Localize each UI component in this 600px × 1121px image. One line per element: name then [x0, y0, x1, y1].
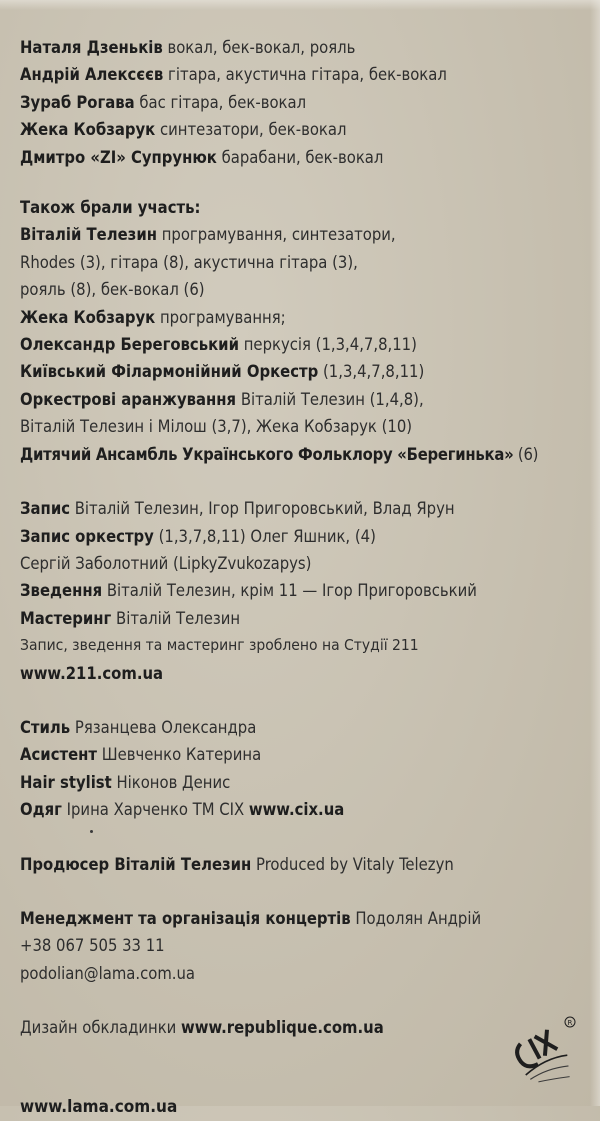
credit-line: Hair stylist Ніконов Денис	[20, 772, 231, 792]
scan-edge-top	[0, 0, 600, 10]
band-member: Зураб Рогава бас гітара, бек-вокал	[20, 92, 307, 112]
style-credits	[20, 714, 590, 824]
credit-line: Сергій Заболотний (LipkyZvukozapys)	[20, 553, 312, 573]
credit-line: Зведення Віталій Телезин, крім 11 — Ігор Пригоровський	[20, 581, 477, 601]
credit-line: рояль (8), бек-вокал (6)	[20, 280, 205, 300]
republique-link[interactable]: www.republique.com.ua	[181, 1018, 384, 1038]
credit-line: Запис оркестру (1,3,7,8,11) Олег Яшник, (4)	[20, 526, 376, 546]
credit-line: Rhodes (3), гітара (8), акустична гітара (3),	[20, 252, 358, 272]
band-member: Наталя Дзеньків вокал, бек-вокал, рояль	[20, 38, 356, 57]
cix-logo	[498, 1008, 590, 1100]
credit-line: Менеджмент та організація концертів Подолян Андрій	[20, 908, 482, 928]
guests-heading: Також брали участь:	[20, 198, 201, 218]
credit-line: Олександр Береговський перкусія (1,3,4,7,8,11)	[20, 335, 417, 355]
label-site-link[interactable]: www.lama.com.ua	[20, 1096, 178, 1117]
credit-line: Дитячий Ансамбль Українського Фольклору «Берегинька» (6)	[20, 444, 539, 464]
band-member: Жека Кобзарук синтезатори, бек-вокал	[20, 120, 347, 140]
credit-line: Віталій Телезин програмування, синтезатори,	[20, 225, 396, 245]
scan-edge-right	[590, 0, 600, 1106]
phone-number[interactable]: +38 067 505 33 11	[20, 936, 165, 956]
recording-credits	[20, 495, 590, 687]
management-credits	[20, 905, 590, 987]
credit-line: Київський Філармонійний Оркестр (1,3,4,7,8,11)	[20, 362, 425, 382]
credit-line: Запис Віталій Телезин, Ігор Пригоровський, Влад Ярун	[20, 499, 455, 519]
cix-link[interactable]: www.cix.ua	[248, 800, 345, 820]
credit-line: Асистент Шевченко Катерина	[20, 745, 262, 765]
producer-credit: Продюсер Віталій Телезин Produced by Vitaly Telezyn	[20, 854, 454, 874]
credit-line: Віталій Телезин і Мілош (3,7), Жека Кобзарук (10)	[20, 417, 413, 437]
band-member: Дмитро «ZI» Супрунюк барабани, бек-вокал	[20, 147, 384, 167]
cix-logo-mark	[498, 1008, 590, 1100]
guest-credits	[20, 194, 590, 468]
credit-line: Стиль Рязанцева Олександра	[20, 717, 257, 737]
credit-line: Оркестрові аранжування Віталій Телезин (1,4,8),	[20, 389, 424, 409]
credit-line: Мастеринг Віталій Телезин	[20, 608, 241, 628]
svg-text:R: R	[567, 1019, 573, 1027]
band-member: Андрій Алексєєв гітара, акустична гітара, бек-вокал	[20, 65, 447, 85]
email-address[interactable]: podolian@lama.com.ua	[20, 963, 196, 983]
design-credit: Дизайн обкладинки www.republique.com.ua	[20, 1018, 384, 1038]
credits-text	[20, 34, 590, 1121]
band-members	[20, 34, 590, 171]
credit-line: Одяг Ірина Харченко ТМ CIX www.cix.ua	[20, 800, 345, 820]
credit-line: Запис, зведення та мастеринг зроблено на Студії 211	[20, 636, 419, 655]
studio-link[interactable]: www.211.com.ua	[20, 663, 164, 683]
credit-line: Жека Кобзарук програмування;	[20, 307, 286, 327]
